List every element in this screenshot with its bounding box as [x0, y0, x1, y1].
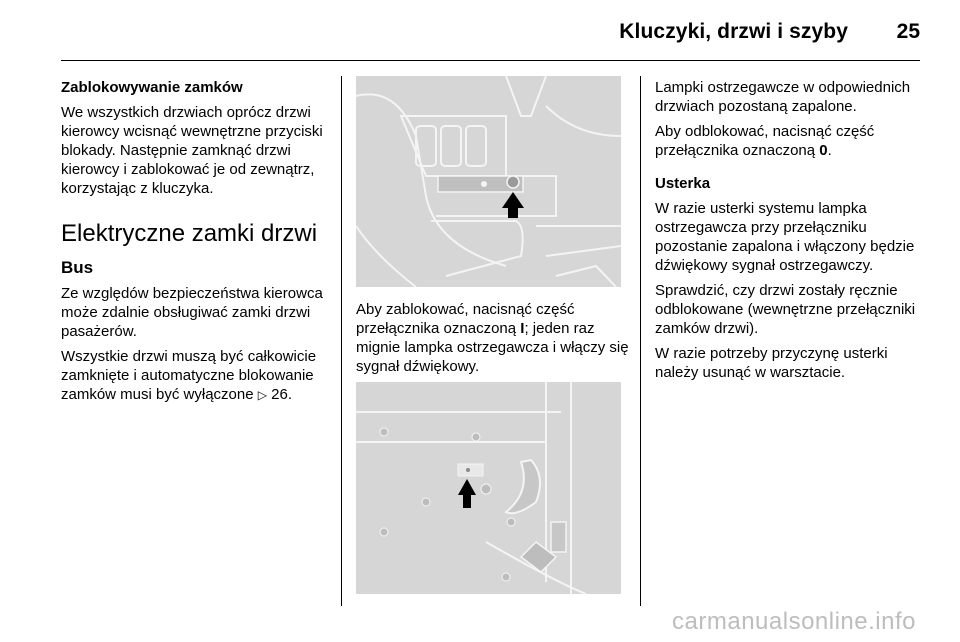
paragraph-repair: W razie potrzeby przyczynę usterki należy usunąć w warsztacie. — [655, 345, 888, 381]
paragraph-all-doors — [61, 347, 331, 405]
middle-caption — [356, 300, 631, 382]
page-number: 25 — [896, 20, 920, 43]
caption-lock-instruction: Aby zablokować, nacisnąć część przełącznika oznaczoną I; jeden raz mignie lampka ostrzegawcza i włączy się sygnał dźwiękowy. — [356, 301, 629, 375]
heading-bus: Bus — [61, 258, 94, 277]
header-rule — [61, 60, 920, 61]
paragraph-check: Sprawdzić, czy drzwi zostały ręcznie odblokowane (wewnętrzne przełączniki zamków drzwi). — [655, 282, 916, 337]
page-header-title: Kluczyki, drzwi i szyby — [619, 20, 848, 43]
paragraph-unlock: Aby odblokować, nacisnąć część przełącznika oznaczoną 0. — [655, 123, 875, 159]
symbol-I: I — [520, 320, 525, 337]
figure-dashboard-switch — [356, 76, 621, 287]
left-column — [61, 78, 331, 411]
page-reference[interactable]: 26. — [271, 386, 292, 403]
heading-fault: Usterka — [655, 175, 711, 192]
paragraph-all-doors-text: Wszystkie drzwi muszą być całkowicie zamknięte i automatyczne blokowanie zamków musi być wyłączone — [61, 348, 317, 403]
paragraph-locking: We wszystkich drzwiach oprócz drzwi kierowcy wcisnąć wewnętrzne przyciski blokady. Następnie zamknąć drzwi kierowcy i zablokować je od zewnątrz, korzystając z kluczyka. — [61, 104, 323, 197]
watermark: carmanualsonline.info — [672, 608, 916, 635]
heading-electric-locks: Elektryczne zamki drzwi — [61, 220, 318, 247]
page-reference-icon[interactable]: ▷ — [257, 388, 267, 402]
column-divider-left — [341, 76, 342, 606]
paragraph-fault: W razie usterki systemu lampka ostrzegawcza przy przełączniku pozostanie zapalona i włączony będzie dźwiękowy sygnał ostrzegawczy. — [655, 200, 915, 274]
paragraph-lamps: Lampki ostrzegawcze w odpowiednich drzwiach pozostaną zapalone. — [655, 79, 911, 115]
symbol-0: 0 — [819, 142, 828, 159]
column-divider-right — [640, 76, 641, 606]
heading-locking: Zablokowywanie zamków — [61, 79, 243, 96]
paragraph-bus: Ze względów bezpieczeństwa kierowca może zdalnie obsługiwać zamki drzwi pasażerów. — [61, 285, 323, 340]
right-column — [655, 78, 920, 388]
figure-door-switch — [356, 382, 621, 594]
